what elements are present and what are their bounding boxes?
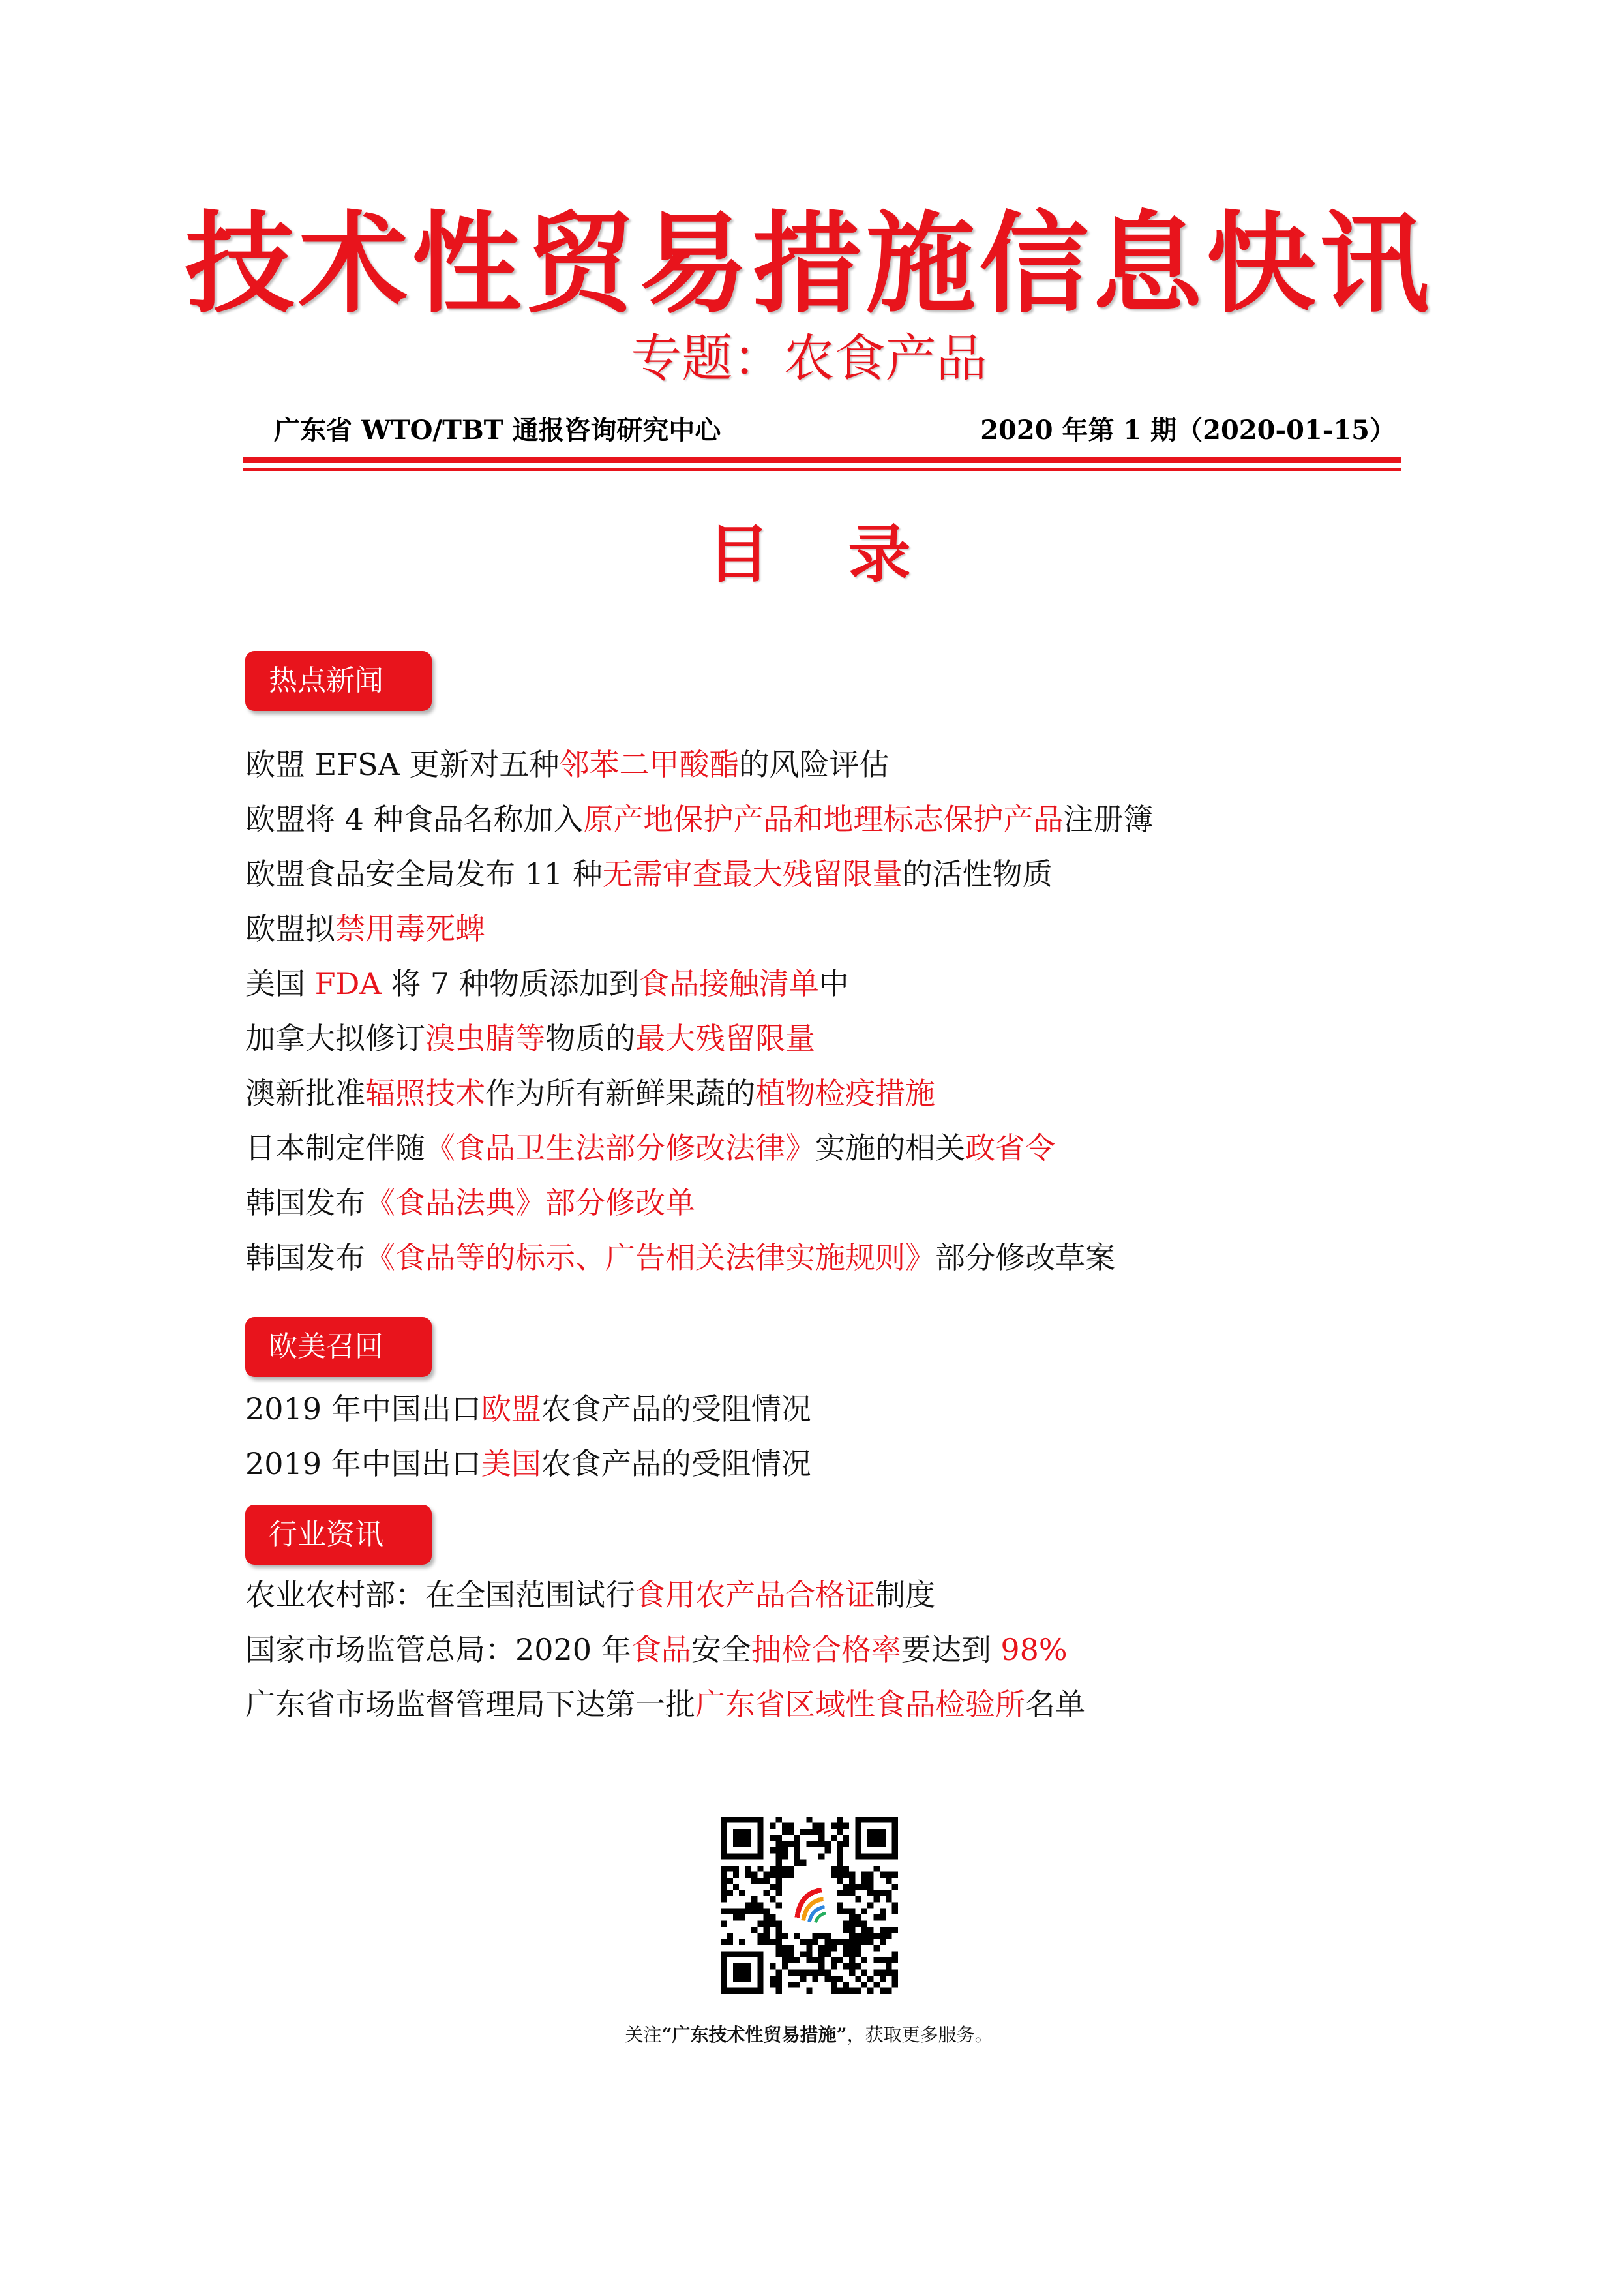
footer-account-name: “广东技术性贸易措施” <box>661 2024 847 2046</box>
toc-item-highlight: 食用农产品合格证 <box>635 1577 875 1612</box>
toc-item-text: 日本制定伴随 <box>245 1130 425 1166</box>
toc-item-text: 实施的相关 <box>815 1130 965 1166</box>
toc-item[interactable] <box>245 847 1419 901</box>
toc-item-highlight: 禁用毒死蜱 <box>335 911 485 946</box>
toc-item[interactable] <box>245 1677 1419 1732</box>
toc-item-highlight: 无需审查最大残留限量 <box>602 856 903 892</box>
toc-item-text: 欧盟食品安全局发布 11 种 <box>245 856 603 892</box>
toc-item[interactable] <box>245 901 1419 956</box>
toc-item-highlight: 原产地保护产品和地理标志保护产品 <box>583 802 1064 837</box>
toc-item[interactable] <box>245 1436 1419 1491</box>
toc-item[interactable] <box>245 792 1419 847</box>
toc-item-text: 2019 年中国出口 <box>245 1446 481 1481</box>
toc-item-text: 中 <box>818 966 849 1001</box>
toc-item-text: 农食产品的受阻情况 <box>541 1446 811 1481</box>
toc-item-text: 将 7 种物质添加到 <box>381 966 639 1001</box>
toc-item-text: 欧盟拟 <box>245 911 335 946</box>
toc-item-text: 注册簿 <box>1063 802 1154 837</box>
toc-item-text: 加拿大拟修订 <box>245 1021 425 1056</box>
toc-item-text: 澳新批准 <box>245 1076 365 1111</box>
toc-item-text: 韩国发布 <box>245 1240 365 1275</box>
toc-item-text: 制度 <box>875 1577 935 1612</box>
toc-item-text: 名单 <box>1025 1687 1085 1722</box>
toc-item-highlight: 邻苯二甲酸酯 <box>559 747 740 782</box>
toc-item-highlight: 辐照技术 <box>365 1076 485 1111</box>
toc-item-highlight: 《食品卫生法部分修改法律》 <box>425 1130 815 1166</box>
toc-item-highlight: 食品接触清单 <box>638 966 819 1001</box>
toc-item[interactable] <box>245 1175 1419 1230</box>
toc-item-text: 要达到 <box>901 1632 1001 1667</box>
toc-item-text: 作为所有新鲜果蔬的 <box>485 1076 755 1111</box>
toc-item-highlight: 食品 <box>631 1632 691 1667</box>
toc-title: 目录 <box>707 518 989 591</box>
logo-icon <box>788 1884 831 1927</box>
toc-item-highlight: 最大残留限量 <box>635 1021 815 1056</box>
toc-item-highlight: 98% <box>1000 1632 1068 1667</box>
section-badge-recalls: 欧美召回 <box>245 1317 432 1377</box>
toc-item[interactable] <box>245 737 1419 792</box>
header-divider-thin <box>243 468 1401 471</box>
toc-item[interactable] <box>245 1230 1419 1285</box>
toc-item-text: 2019 年中国出口 <box>245 1391 481 1427</box>
toc-item-text: 广东省市场监督管理局下达第一批 <box>245 1687 695 1722</box>
toc-item[interactable] <box>245 956 1419 1011</box>
footer-note <box>0 2022 1618 2048</box>
header-divider-thick <box>243 457 1401 463</box>
toc-item-text: 欧盟将 4 种食品名称加入 <box>245 802 584 837</box>
toc-item-text: 美国 <box>245 966 315 1001</box>
toc-item-text: 农食产品的受阻情况 <box>541 1391 811 1427</box>
footer-suffix: ，获取更多服务。 <box>846 2024 993 2046</box>
toc-item-highlight: 抽检合格率 <box>751 1632 901 1667</box>
toc-item[interactable] <box>245 1622 1419 1677</box>
toc-item-highlight: 广东省区域性食品检验所 <box>695 1687 1025 1722</box>
issue-info-row <box>274 411 1396 450</box>
toc-item-highlight: FDA <box>314 966 382 1001</box>
toc-item-highlight: 植物检疫措施 <box>755 1076 935 1111</box>
bulletin-subtitle: 专题：农食产品 <box>631 329 987 388</box>
industry-news-list <box>245 1567 1419 1732</box>
toc-item-highlight: 《食品法典》部分修改单 <box>365 1185 695 1220</box>
toc-item-text: 农业农村部：在全国范围试行 <box>245 1577 635 1612</box>
toc-item-text: 的风险评估 <box>739 747 890 782</box>
bulletin-title: 技术性贸易措施信息快讯 <box>185 200 1433 328</box>
issue-number: 2020 年第 1 期（2020-01-15） <box>980 415 1396 446</box>
toc-item-text: 安全 <box>691 1632 751 1667</box>
toc-item-highlight: 溴虫腈等 <box>425 1021 545 1056</box>
hot-news-list <box>245 737 1419 1285</box>
toc-item-text: 物质的 <box>545 1021 635 1056</box>
toc-item[interactable] <box>245 1382 1419 1436</box>
toc-item-text: 的活性物质 <box>902 856 1053 892</box>
toc-item[interactable] <box>245 1066 1419 1121</box>
toc-item[interactable] <box>245 1567 1419 1622</box>
toc-item-text: 韩国发布 <box>245 1185 365 1220</box>
toc-item[interactable] <box>245 1011 1419 1066</box>
toc-item-text: 国家市场监管总局：2020 年 <box>245 1632 631 1667</box>
toc-item-text: 欧盟 EFSA 更新对五种 <box>245 747 560 782</box>
toc-item-highlight: 美国 <box>481 1446 541 1481</box>
recalls-list <box>245 1382 1419 1491</box>
toc-item-highlight: 政省令 <box>965 1130 1055 1166</box>
toc-item-highlight: 欧盟 <box>481 1391 541 1427</box>
organization-name: 广东省 WTO/TBT 通报咨询研究中心 <box>274 415 721 446</box>
toc-item[interactable] <box>245 1121 1419 1175</box>
footer-prefix: 关注 <box>625 2024 662 2046</box>
qr-code-icon <box>721 1817 898 1994</box>
toc-item-highlight: 《食品等的标示、广告相关法律实施规则》 <box>365 1240 935 1275</box>
toc-item-text: 部分修改草案 <box>935 1240 1115 1275</box>
section-badge-hot-news: 热点新闻 <box>245 651 432 711</box>
section-badge-industry-news: 行业资讯 <box>245 1505 432 1565</box>
